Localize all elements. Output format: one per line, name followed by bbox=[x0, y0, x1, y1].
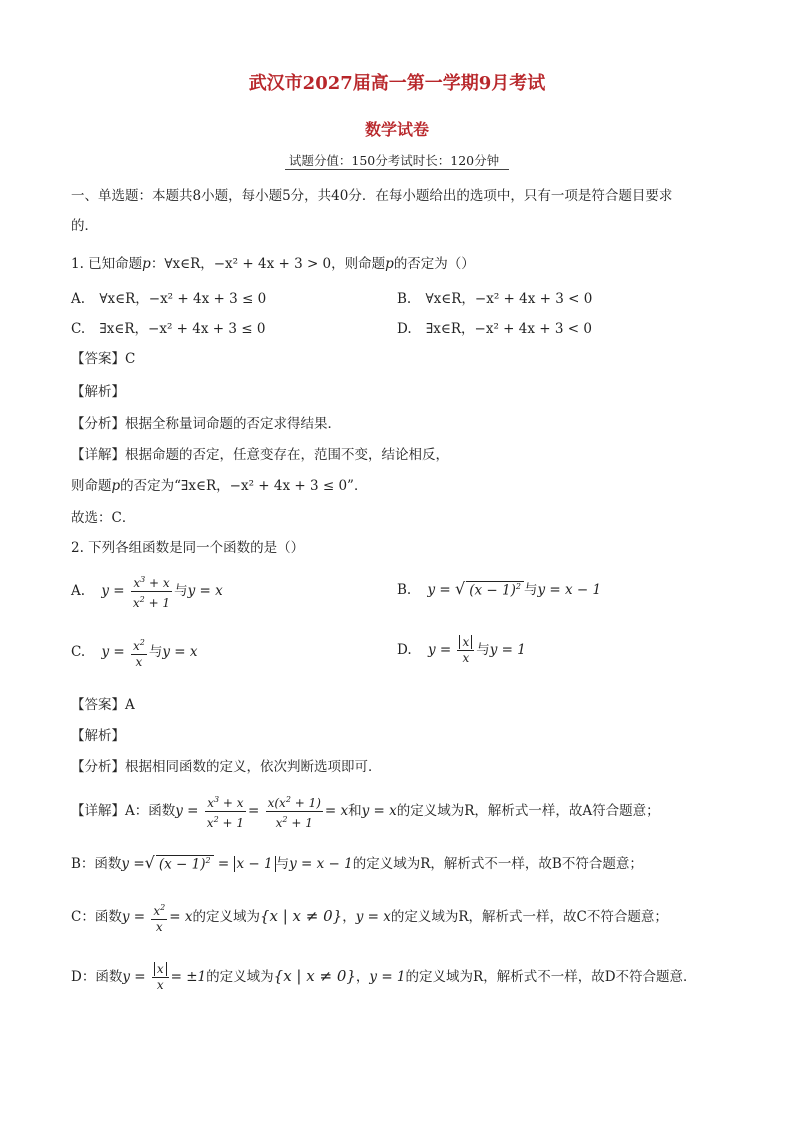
q2-a-fraction: $\frac{x^3 + x}{x^2 + 1}$ bbox=[131, 572, 172, 611]
q2-detail-d-prefix: D：函数 bbox=[71, 969, 123, 985]
q2-detail-c-mid: 的定义域为 bbox=[192, 909, 260, 925]
q1-fenxi: 【分析】根据全称量词命题的否定求得结果． bbox=[71, 416, 341, 432]
q2-b-with: 与 bbox=[523, 582, 538, 598]
q1-p2: p bbox=[385, 256, 394, 272]
q1-conclusion bbox=[71, 474, 367, 494]
q1-option-a-text: ∀x∈R，−x² + 4x + 3 ≤ 0 bbox=[99, 291, 267, 307]
q2-c-fraction: $\frac{x^2}{x}$ bbox=[131, 635, 147, 670]
q2-detail-c: C：函数y = $\frac{x^2}{x}$ = x的定义域为{x | x ≠ 0}，y = x的定义域为R，解析式一样，故C不符合题意； bbox=[71, 900, 668, 935]
q2-c-with: 与 bbox=[148, 644, 163, 660]
q2-analysis-heading: 【解析】 bbox=[71, 728, 125, 744]
q2-d-fraction: $\frac{x}{x}$ bbox=[457, 635, 474, 666]
q1-conclusion-mid: 的否定为“∃x∈R，−x² + 4x + 3 ≤ 0”． bbox=[120, 478, 368, 494]
q2-detail-b-prefix: B：函数 bbox=[71, 856, 122, 872]
q2-detail-c-prefix: C：函数 bbox=[71, 909, 122, 925]
q2-detail-b: B：函数y =√ $(x - 1)^2 = x - 1$ 与y = x − 1的定义域为R，解析式不一样，故B不符合题意； bbox=[71, 853, 643, 872]
q2-detail-d-mid: 的定义域为 bbox=[206, 969, 274, 985]
q2-detail-d-suffix: 的定义域为R，解析式不一样，故D不符合题意． bbox=[405, 969, 697, 985]
exam-info bbox=[0, 151, 794, 169]
exam-title: 武汉市2027届高一第一学期9月考试 bbox=[248, 73, 546, 94]
q2-option-c-label: C. bbox=[71, 644, 86, 660]
q2-detail-c-suffix: 的定义域为R，解析式一样，故C不符合题意； bbox=[390, 909, 668, 925]
q1-suffix: 的否定为（） bbox=[393, 256, 475, 272]
q1-option-d bbox=[397, 317, 592, 337]
q2-option-b-label: B. bbox=[397, 582, 412, 598]
q2-detail-b-suffix: 的定义域为R，解析式不一样，故B不符合题意； bbox=[352, 856, 643, 872]
q1-option-d-text: ∃x∈R，−x² + 4x + 3 < 0 bbox=[425, 321, 592, 337]
q2-d-with: 与 bbox=[476, 642, 490, 658]
q2-stem: 2. 下列各组函数是同一个函数的是（） bbox=[71, 540, 305, 556]
q2-detail-a-and: 和 bbox=[348, 803, 362, 819]
q2-fenxi: 【分析】根据相同函数的定义，依次判断选项即可． bbox=[71, 759, 382, 775]
q2-detail-c-comma: ， bbox=[342, 909, 356, 925]
exam-info-text: 试题分值：150分考试时长：120分钟 bbox=[285, 153, 509, 170]
q1-option-b bbox=[397, 287, 592, 307]
q2-option-b: B. y = √ $(x - 1)^2$ 与y = x − 1 bbox=[397, 579, 602, 598]
q1-option-d-label: D. bbox=[397, 321, 412, 337]
q2-option-c: C. y = $\frac{x^2}{x}$ 与y = x bbox=[71, 635, 197, 670]
q2-detail-a-suffix: 的定义域为R，解析式一样，故A符合题意； bbox=[396, 803, 660, 819]
q2-b-sqrt: $(x - 1)^2$ bbox=[466, 581, 524, 599]
q1-option-b-text: ∀x∈R，−x² + 4x + 3 < 0 bbox=[425, 291, 593, 307]
q1-xiangjie: 【详解】根据命题的否定，任意变存在，范围不变，结论相反， bbox=[71, 447, 449, 463]
section-heading-line1: 一、单选题：本题共8小题，每小题5分，共40分．在每小题给出的选项中，只有一项是符合题目要求 bbox=[71, 188, 673, 204]
q2-option-d: D. y = $\frac{x}{x}$ 与y = 1 bbox=[397, 635, 526, 665]
q1-option-c-text: ∃x∈R，−x² + 4x + 3 ≤ 0 bbox=[99, 321, 266, 337]
q2-a-with: 与 bbox=[174, 583, 188, 599]
q2-detail-a-prefix: 【详解】A：函数 bbox=[71, 803, 176, 819]
q2-option-a-label: A. bbox=[71, 583, 86, 599]
q1-option-c bbox=[71, 317, 265, 337]
q2-detail-d-comma: ， bbox=[355, 969, 370, 985]
q1-mid: ：∀x∈R，−x² + 4x + 3 > 0，则命题 bbox=[150, 256, 386, 272]
q1-prefix: 1. 已知命题 bbox=[71, 256, 143, 272]
section-heading-line2: 的． bbox=[71, 218, 98, 234]
q1-option-c-label: C. bbox=[71, 321, 86, 337]
q2-detail-b-with: 与 bbox=[275, 856, 290, 872]
q1-stem bbox=[71, 252, 475, 272]
q1-p: p bbox=[142, 256, 151, 272]
q1-option-a bbox=[71, 287, 266, 307]
exam-subtitle: 数学试卷 bbox=[364, 120, 429, 139]
q2-answer: 【答案】A bbox=[71, 697, 135, 713]
q1-option-b-label: B. bbox=[397, 291, 412, 307]
q2-detail-a: 【详解】A：函数y = $\frac{x^3 + x}{x^2 + 1}$ = $\frac{x(x^2 + 1)}{x^2 + 1}$ = x和y = x的定义域为R，解析式一样，故A符合题意； bbox=[71, 792, 660, 831]
q1-option-a-label: A. bbox=[71, 291, 86, 307]
q1-conclusion-prefix: 则命题 bbox=[71, 478, 112, 494]
q2-detail-d: D：函数y = $\frac{x}{x}$ = ±1的定义域为{x | x ≠ 0}，y = 1的定义域为R，解析式不一样，故D不符合题意． bbox=[71, 962, 697, 992]
q1-choice: 故选：C． bbox=[71, 510, 136, 526]
q2-option-d-label: D. bbox=[397, 642, 412, 658]
q1-conclusion-p: p bbox=[111, 478, 121, 494]
q1-answer: 【答案】C bbox=[71, 351, 136, 367]
q2-option-a: A. y = $\frac{x^3 + x}{x^2 + 1}$ 与y = x bbox=[71, 572, 223, 611]
q1-analysis-heading: 【解析】 bbox=[71, 384, 125, 400]
